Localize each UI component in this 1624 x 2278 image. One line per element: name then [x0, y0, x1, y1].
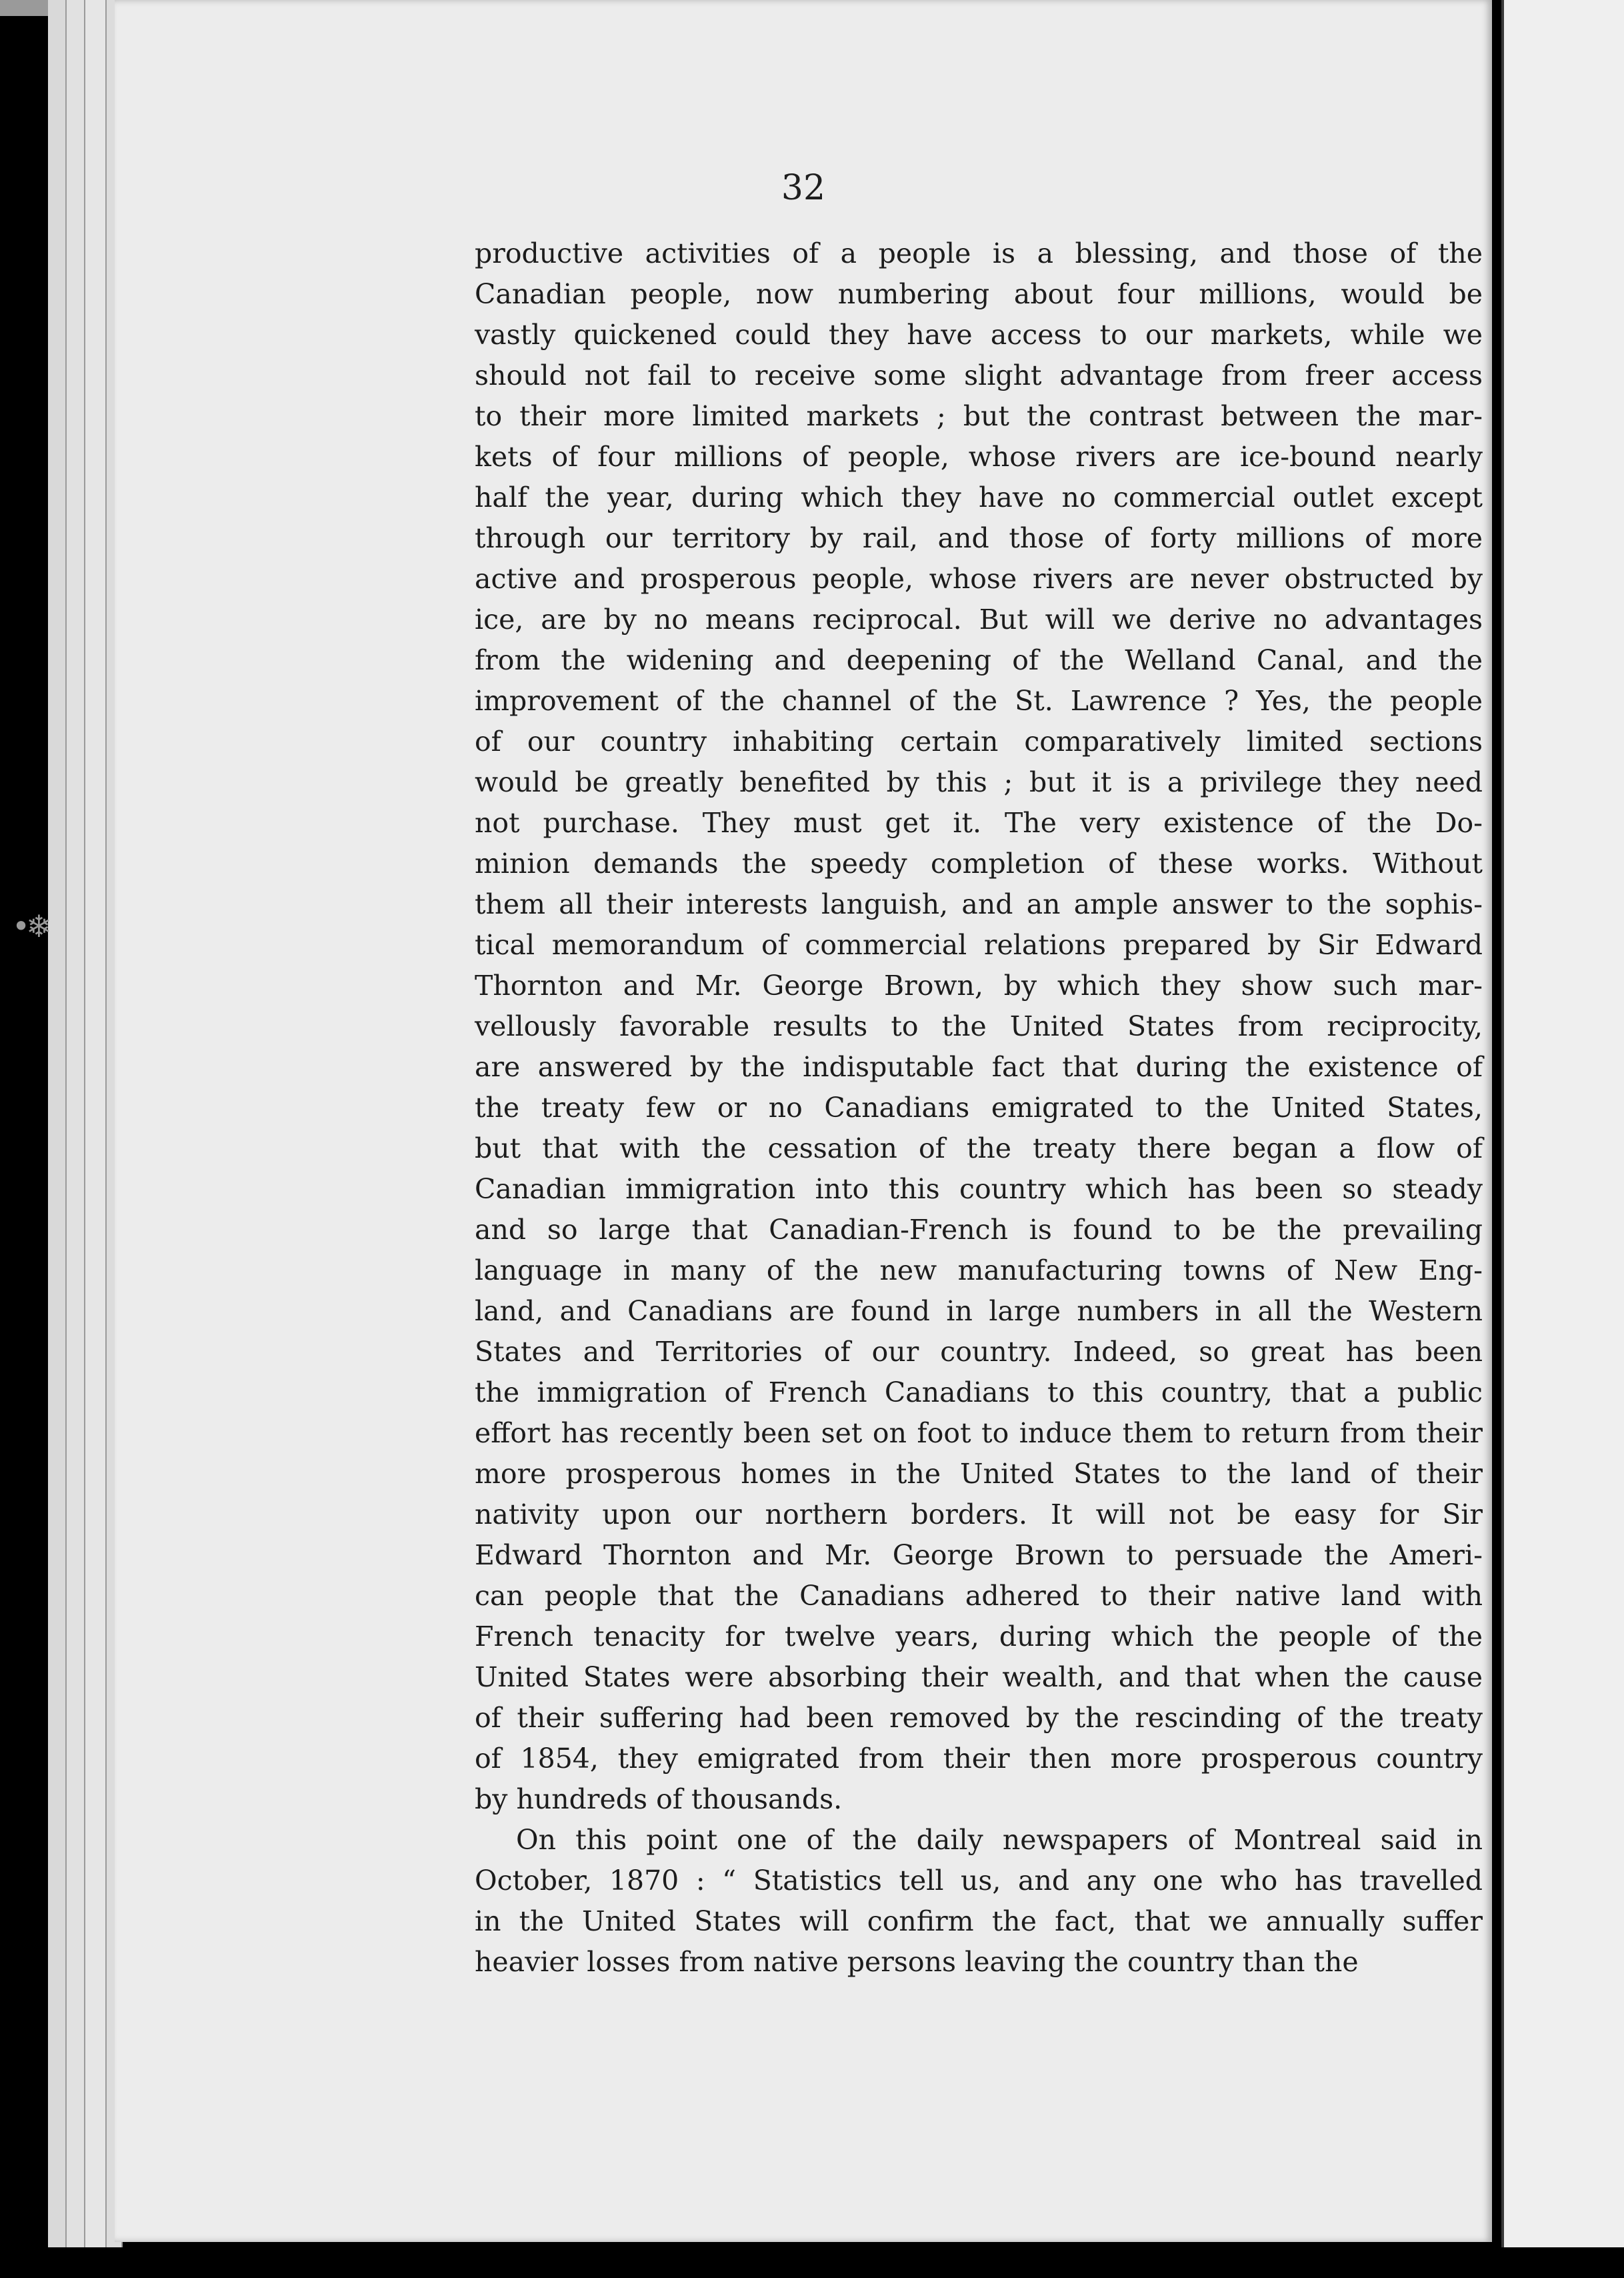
text-line: from the widening and deepening of the Welland Canal, and the: [475, 644, 1483, 676]
text-line: improvement of the channel of the St. Lawrence ? Yes, the people: [475, 685, 1483, 717]
text-line: United States were absorbing their wealth, and that when the cause: [475, 1661, 1483, 1693]
text-line: to their more limited markets ; but the contrast between the mar-: [475, 400, 1483, 432]
text-line: nativity upon our northern borders. It will not be easy for Sir: [475, 1498, 1483, 1530]
page-edge: [48, 0, 67, 2247]
text-line: land, and Canadians are found in large numbers in all the Western: [475, 1295, 1483, 1327]
text-line: effort has recently been set on foot to induce them to return from their: [475, 1417, 1483, 1449]
text-line: active and prosperous people, whose rivers are never obstructed by: [475, 563, 1483, 595]
text-line: half the year, during which they have no commercial outlet except: [475, 481, 1483, 513]
text-line: more prosperous homes in the United States to the land of their: [475, 1458, 1483, 1490]
text-line: through our territory by rail, and those of forty millions of more: [475, 522, 1483, 554]
text-line: language in many of the new manufacturing towns of New Eng-: [475, 1254, 1483, 1286]
scan-speck-mark: •❄: [12, 908, 48, 944]
facing-page: [1501, 0, 1624, 2247]
text-line: vellously favorable results to the United States from reciprocity,: [475, 1010, 1483, 1042]
text-line: Edward Thornton and Mr. George Brown to persuade the Ameri-: [475, 1539, 1483, 1571]
text-line: On this point one of the daily newspapers of Montreal said in: [516, 1824, 1483, 1856]
text-line: should not fail to receive some slight advantage from freer access: [475, 359, 1483, 391]
body-text: [475, 233, 1483, 1983]
page-edge: [67, 0, 85, 2247]
paragraph-1: [475, 233, 1483, 1820]
text-line: kets of four millions of people, whose rivers are ice-bound nearly: [475, 441, 1483, 473]
text-line: October, 1870 : “ Statistics tell us, and any one who has travelled: [475, 1865, 1483, 1897]
page-edge: [85, 0, 107, 2247]
text-line: can people that the Canadians adhered to their native land with: [475, 1580, 1483, 1612]
text-line: French tenacity for twelve years, during which the people of the: [475, 1620, 1483, 1652]
text-line: minion demands the speedy completion of these works. Without: [475, 848, 1483, 880]
text-line: would be greatly benefited by this ; but it is a privilege they need: [475, 766, 1483, 798]
text-line: in the United States will confirm the fact, that we annually suffer: [475, 1905, 1483, 1937]
text-line: but that with the cessation of the treaty there began a flow of: [475, 1132, 1483, 1164]
text-line: of their suffering had been removed by the rescinding of the treaty: [475, 1702, 1483, 1734]
text-line: by hundreds of thousands.: [475, 1783, 843, 1815]
text-line: Canadian people, now numbering about four millions, would be: [475, 278, 1483, 310]
text-line: and so large that Canadian-French is found to be the prevailing: [475, 1214, 1483, 1246]
text-line: Canadian immigration into this country which has been so steady: [475, 1173, 1483, 1205]
page-number: 32: [781, 168, 826, 208]
text-line: them all their interests languish, and an ample answer to the sophis-: [475, 888, 1483, 920]
book-page: [115, 0, 1492, 2242]
text-line: ice, are by no means reciprocal. But will we derive no advantages: [475, 604, 1483, 636]
text-line: not purchase. They must get it. The very existence of the Do-: [475, 807, 1483, 839]
text-line: heavier losses from native persons leaving the country than the: [475, 1946, 1359, 1978]
text-line: of 1854, they emigrated from their then more prosperous country: [475, 1743, 1483, 1775]
text-line: the immigration of French Canadians to this country, that a public: [475, 1376, 1483, 1408]
text-line: Thornton and Mr. George Brown, by which they show such mar-: [475, 970, 1483, 1002]
text-line: States and Territories of our country. Indeed, so great has been: [475, 1336, 1483, 1368]
text-line: are answered by the indisputable fact that during the existence of: [475, 1051, 1483, 1083]
text-line: tical memorandum of commercial relations prepared by Sir Edward: [475, 929, 1483, 961]
paragraph-2: [475, 1820, 1483, 1983]
text-line: productive activities of a people is a blessing, and those of the: [475, 237, 1483, 269]
text-line: vastly quickened could they have access to our markets, while we: [475, 319, 1483, 351]
text-line: the treaty few or no Canadians emigrated to the United States,: [475, 1092, 1483, 1124]
text-line: of our country inhabiting certain comparatively limited sections: [475, 726, 1483, 758]
